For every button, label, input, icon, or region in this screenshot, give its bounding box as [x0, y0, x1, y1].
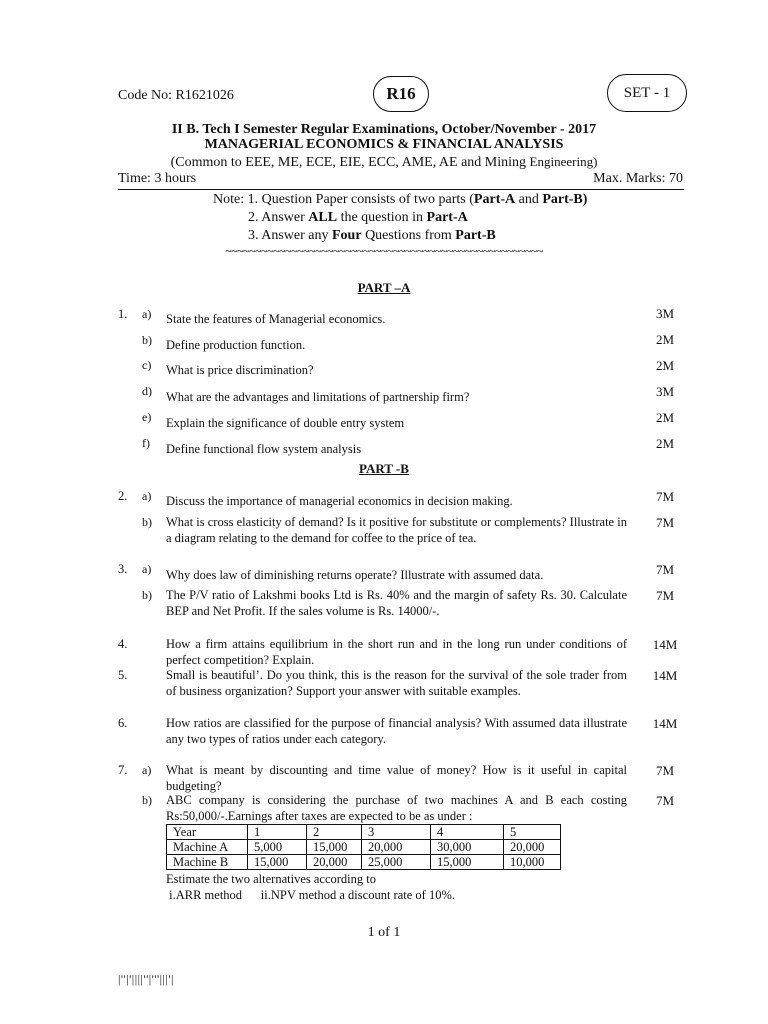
q7b-methods-text: i.ARR method ii.NPV method a discount rate of 10%.	[166, 888, 455, 902]
q2a-marks: 7M	[655, 489, 675, 504]
table-cell: 4	[431, 825, 504, 840]
note-line-2	[213, 209, 587, 227]
note-separator: ~~~~~~~~~~~~~~~~~~~~~~~~~~~~~~~~~~~~~~~~~~~~~~~~~~~~~	[225, 244, 543, 258]
table-cell: 1	[248, 825, 307, 840]
q1b-text: Define production function.	[166, 338, 306, 352]
q1f-label: f)	[142, 436, 150, 450]
q1e-text: Explain the significance of double entry system	[166, 416, 405, 430]
q2b-label: b)	[142, 515, 152, 529]
q2a-text: Discuss the importance of managerial economics in decision making.	[166, 494, 513, 508]
q3b-marks: 7M	[655, 588, 675, 603]
q1d-label: d)	[142, 384, 152, 398]
q5-text: Small is beautiful’. Do you think, this is the reason for the survival of the sole trader from of business organization? Support your answer with suitable examples.	[166, 668, 627, 698]
header-divider	[118, 189, 684, 190]
question-number-4: 4.	[118, 637, 128, 651]
q7a-text: What is meant by discounting and time value of money? How is it useful in capital budgeting?	[166, 763, 627, 793]
q1e-marks: 2M	[655, 410, 675, 425]
q7b-estimate-text: Estimate the two alternatives according to	[166, 872, 376, 886]
q7a-marks: 7M	[655, 763, 675, 778]
question-number-5: 5.	[118, 668, 128, 682]
table-cell: 20,000	[307, 855, 362, 870]
part-b-heading: PART -B	[359, 461, 409, 476]
exam-duration: Time: 3 hours	[118, 171, 197, 186]
note-line-1	[213, 191, 587, 209]
note-3-bold-b: Part-B	[455, 228, 496, 243]
q2b-text: What is cross elasticity of demand? Is it positive for substitute or complements? Illustrate in a diagram relating to the demand for coffee to the price of tea.	[166, 515, 627, 545]
note-2-bold-a: ALL	[308, 210, 338, 225]
table-cell: 30,000	[431, 840, 504, 855]
q3b-label: b)	[142, 588, 152, 602]
table-cell: 2	[307, 825, 362, 840]
q1b-marks: 2M	[655, 332, 675, 347]
q3b-text: The P/V ratio of Lakshmi books Ltd is Rs. 40% and the margin of safety Rs. 30. Calculate BEP and Net Profit. If the sales volume is Rs. 14000/-.	[166, 588, 627, 618]
regulation-badge: R16	[373, 76, 429, 112]
question-number-2: 2.	[118, 489, 128, 503]
q7b-label: b)	[142, 793, 152, 807]
table-header-row	[167, 825, 561, 840]
question-number-6: 6.	[118, 716, 128, 730]
q3a-marks: 7M	[655, 562, 675, 577]
q1c-marks: 2M	[655, 358, 675, 373]
question-number-1: 1.	[118, 307, 128, 321]
q3a-text: Why does law of diminishing returns operate? Illustrate with assumed data.	[166, 568, 544, 582]
question-number-3: 3.	[118, 562, 128, 576]
note-1-mid: and	[515, 192, 543, 207]
part-a-heading: PART –A	[357, 280, 411, 295]
table-cell: 15,000	[307, 840, 362, 855]
q2a-label: a)	[142, 489, 152, 503]
q1f-marks: 2M	[655, 436, 675, 451]
q1c-text: What is price discrimination?	[166, 363, 314, 377]
q5-marks: 14M	[652, 668, 678, 683]
note-3-text: 3. Answer any	[248, 228, 332, 243]
common-to-main: (Common to EEE, ME, ECE, EIE, ECC, AME, AE and Mining	[170, 155, 530, 170]
note-2-bold-b: Part-A	[426, 210, 468, 225]
q1f-text: Define functional flow system analysis	[166, 442, 362, 456]
table-cell: 20,000	[362, 840, 431, 855]
note-line-3	[213, 227, 587, 245]
common-to-tail: Engineering)	[529, 154, 598, 169]
table-row	[167, 855, 561, 870]
note-2-mid: the question in	[337, 210, 427, 225]
note-1-bold-a: Part-A	[473, 192, 516, 207]
q1a-text: State the features of Managerial economics.	[166, 312, 386, 326]
exam-title: II B. Tech I Semester Regular Examinations, October/November - 2017	[171, 122, 597, 137]
table-cell: Year	[167, 825, 248, 840]
table-cell: 3	[362, 825, 431, 840]
table-cell: 15,000	[431, 855, 504, 870]
table-cell: 10,000	[504, 855, 561, 870]
table-cell: Machine B	[167, 855, 248, 870]
table-cell: 5,000	[248, 840, 307, 855]
max-marks: Max. Marks: 70	[593, 171, 683, 186]
instructions-note	[213, 191, 587, 245]
q1c-label: c)	[142, 358, 152, 372]
q3a-label: a)	[142, 562, 152, 576]
note-1-text: Note: 1. Question Paper consists of two parts (	[213, 192, 474, 207]
machine-earnings-table	[166, 824, 561, 870]
q7b-text: ABC company is considering the purchase of two machines A and B each costing Rs:50,000/-.Earnings after taxes are expected to be as under :	[166, 793, 627, 823]
table-row	[167, 840, 561, 855]
set-badge: SET - 1	[607, 74, 687, 112]
question-number-7: 7.	[118, 763, 128, 777]
q6-text: How ratios are classified for the purpose of financial analysis? With assumed data illustrate any two types of ratios under each category.	[166, 716, 627, 746]
barcode: |''|'||||''|'''|||'|	[118, 972, 174, 986]
q1d-text: What are the advantages and limitations of partnership firm?	[166, 390, 470, 404]
table-cell: 5	[504, 825, 561, 840]
table-cell: 20,000	[504, 840, 561, 855]
table-cell: Machine A	[167, 840, 248, 855]
note-3-mid: Questions from	[361, 228, 456, 243]
note-2-text: 2. Answer	[248, 210, 309, 225]
q2b-marks: 7M	[655, 515, 675, 530]
page-number: 1 of 1	[367, 925, 401, 940]
subject-title: MANAGERIAL ECONOMICS & FINANCIAL ANALYSIS	[204, 137, 564, 152]
question-paper-code: Code No: R1621026	[118, 88, 234, 103]
q1a-label: a)	[142, 307, 152, 321]
table-cell: 25,000	[362, 855, 431, 870]
q7a-label: a)	[142, 763, 152, 777]
table-cell: 15,000	[248, 855, 307, 870]
q1b-label: b)	[142, 333, 152, 347]
q6-marks: 14M	[652, 716, 678, 731]
q4-text: How a firm attains equilibrium in the short run and in the long run under conditions of perfect competition? Explain.	[166, 637, 627, 667]
q1a-marks: 3M	[655, 306, 675, 321]
q1d-marks: 3M	[655, 384, 675, 399]
common-to-branches	[0, 154, 768, 171]
q7b-marks: 7M	[655, 793, 675, 808]
note-1-bold-b: Part-B)	[542, 192, 588, 207]
q4-marks: 14M	[652, 637, 678, 652]
q1e-label: e)	[142, 410, 152, 424]
note-3-bold-a: Four	[332, 228, 362, 243]
